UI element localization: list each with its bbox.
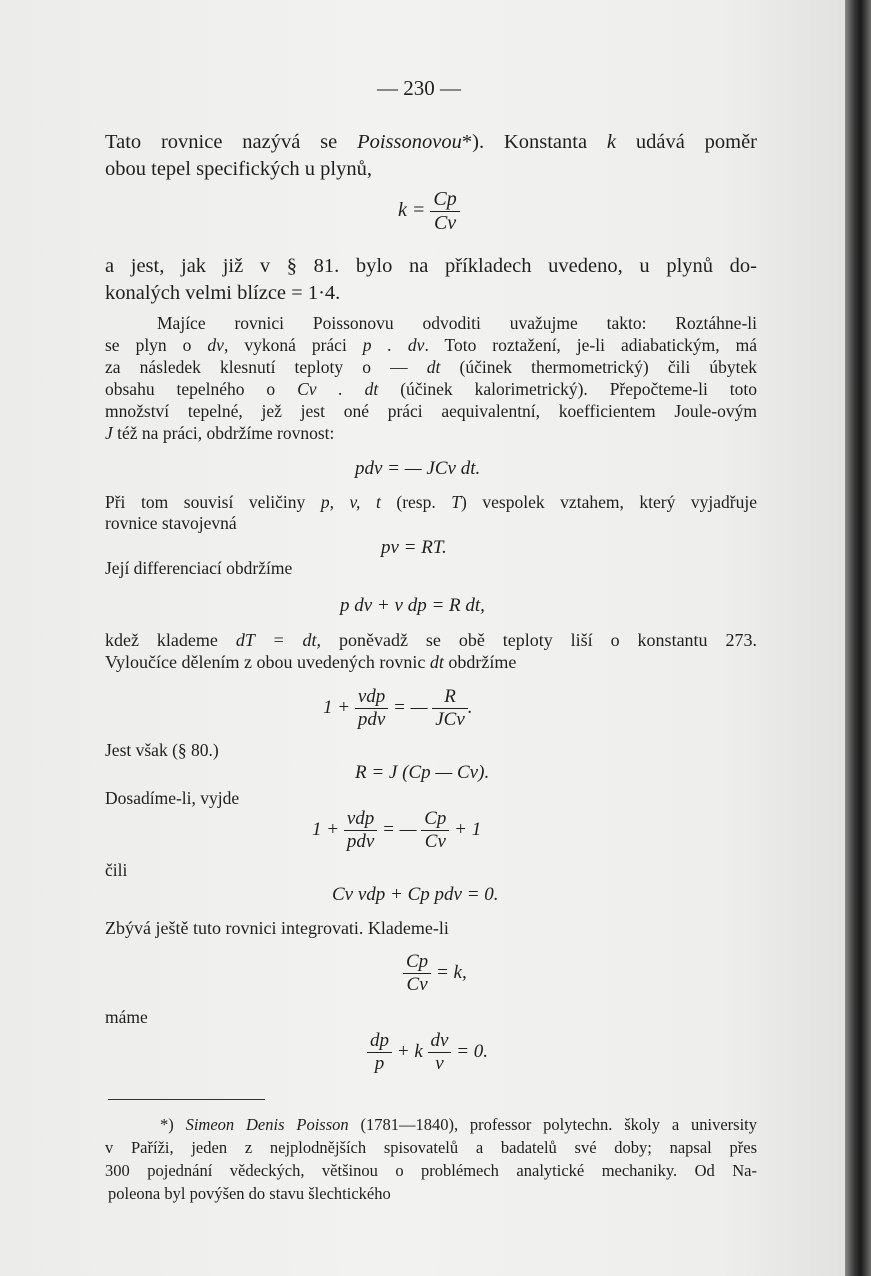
- footnote-rule: [108, 1099, 265, 1100]
- para4-line1: Při tom souvisí veličiny p, v, t (resp. T) vespolek vztahem, který vyjadřuje: [105, 492, 757, 512]
- para1-line1: Tato rovnice nazývá se Poissonovou*). Konstanta k udává poměr: [105, 131, 757, 153]
- equation-mayer: R = J (Cp — Cv).: [355, 762, 490, 783]
- para6-line2: Vyloučíce dělením z obou uvedených rovnic dt obdržíme: [105, 652, 517, 672]
- para3-line3: za následek klesnutí teploty o — dt (účinek thermometrický) čili úbytek: [105, 357, 757, 377]
- equation-divided: 1 + $\frac{\text{vdp}}{\text{pdv}}$ = — $\frac{R}{\text{JCv}}$ .: [323, 686, 473, 730]
- footnote-line4: poleona byl povýšen do stavu šlechtického: [108, 1184, 391, 1203]
- equation-work-heat: pdv = — JCv dt.: [355, 458, 481, 479]
- para5: Její differenciací obdržíme: [105, 558, 293, 578]
- equation-differential: p dv + v dp = R dt,: [340, 595, 485, 616]
- equation-result: Cv vdp + Cp pdv = 0.: [332, 884, 499, 905]
- para2-line2: konalých velmi blízce = 1·4.: [105, 282, 341, 304]
- para4-line2: rovnice stavojevná: [105, 513, 237, 533]
- para2-line1: a jest, jak již v § 81. bylo na příkladech uvedeno, u plynů do-: [105, 255, 757, 277]
- para1-line2: obou tepel specifických u plynů,: [105, 158, 373, 180]
- equation-state: pv = RT.: [381, 537, 447, 558]
- cili-label: čili: [105, 860, 128, 880]
- mame-label: máme: [105, 1007, 148, 1027]
- footnote-line1: *) Simeon Denis Poisson (1781—1840), professor polytechn. školy a university: [160, 1115, 757, 1134]
- para3-line2: se plyn o dv, vykoná práci p . dv. Toto roztažení, je-li adiabatickým, má: [105, 335, 757, 355]
- dosadime-label: Dosadíme-li, vyjde: [105, 788, 240, 808]
- equation-k-def: $\frac{Cp}{Cv}$ = k,: [403, 951, 467, 996]
- equation-integral-form: $\frac{dp}{p}$ + k $\frac{dv}{v}$ = 0.: [367, 1030, 488, 1075]
- equation-k-ratio: k = $\frac{Cp}{Cv}$: [398, 188, 460, 235]
- para3-line4: obsahu tepelného o Cv . dt (účinek kalorimetrický). Přepočteme-li toto: [105, 379, 757, 399]
- para3-line6: J též na práci, obdržíme rovnost:: [105, 423, 335, 443]
- equation-substituted: 1 + $\frac{\text{vdp}}{\text{pdv}}$ = — $\frac{Cp}{Cv}$ + 1: [312, 808, 482, 852]
- book-spine: [845, 0, 871, 1276]
- para3-line1: Majíce rovnici Poissonovu odvoditi uvažujme takto: Roztáhne-li: [157, 313, 757, 333]
- jest-label: Jest však (§ 80.): [105, 740, 219, 760]
- page-number: — 230 —: [377, 76, 461, 100]
- para3-line5: množství tepelné, jež jest oné práci aequivalentní, koefficientem Joule-ovým: [105, 401, 757, 421]
- para6-line1: kdež klademe dT = dt, poněvadž se obě teploty liší o konstantu 273.: [105, 630, 757, 650]
- footnote-line3: 300 pojednání vědeckých, většinou o problémech analytické mechaniky. Od Na-: [105, 1161, 757, 1180]
- para7: Zbývá ještě tuto rovnici integrovati. Klademe-li: [105, 918, 449, 938]
- footnote-line2: v Paříži, jeden z nejplodnějších spisovatelů a badatelů své doby; napsal přes: [105, 1138, 757, 1157]
